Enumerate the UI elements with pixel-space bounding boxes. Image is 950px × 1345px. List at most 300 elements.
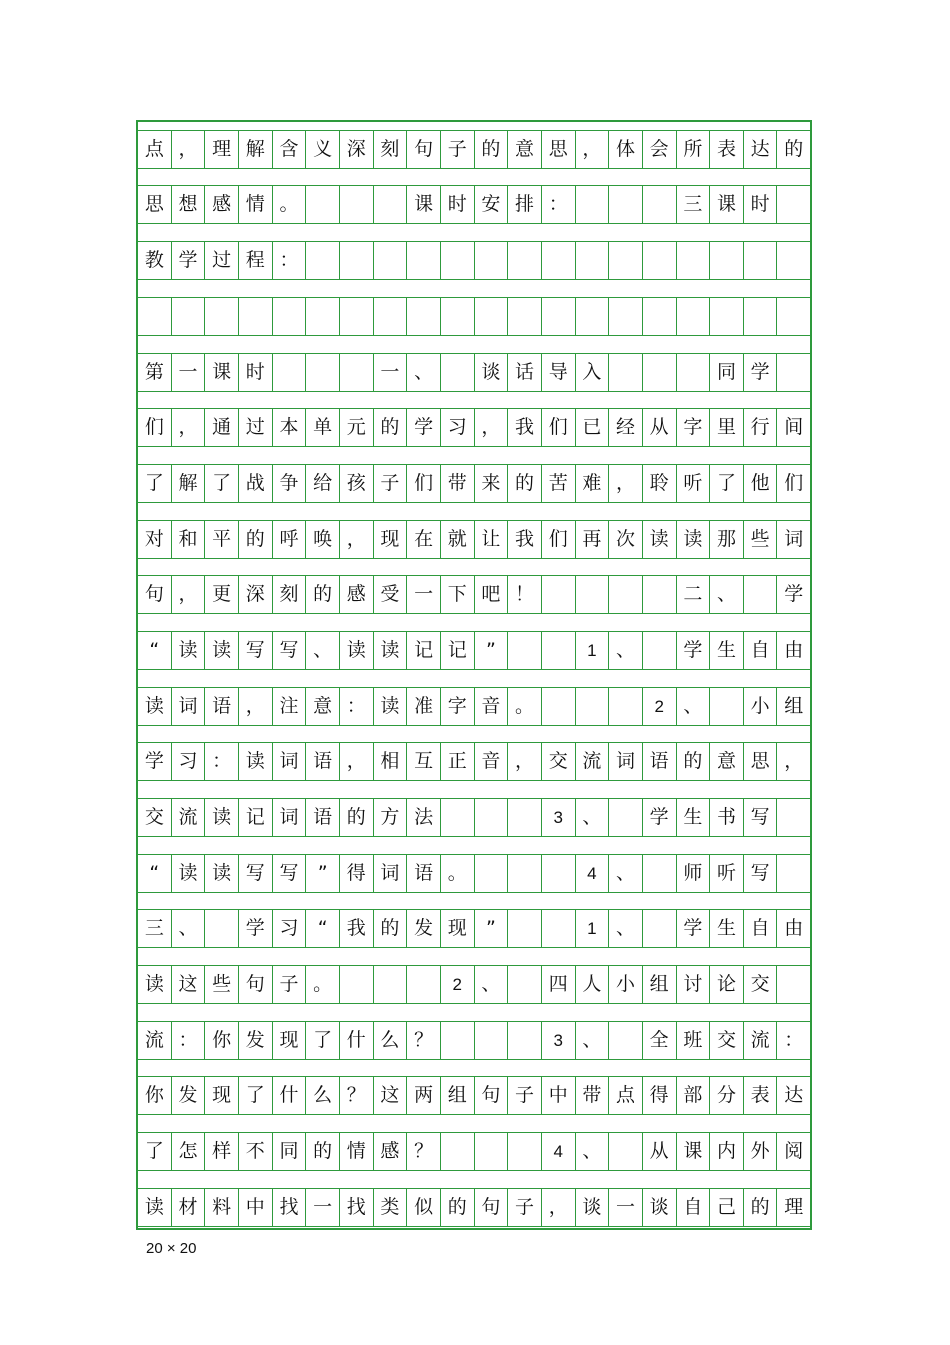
grid-cell: 带 xyxy=(440,465,474,502)
grid-cell: 习 xyxy=(272,910,306,947)
grid-cell: 通 xyxy=(204,409,238,446)
grid-cell: 、 xyxy=(406,354,440,391)
grid-cell: ： xyxy=(339,688,373,725)
grid-row xyxy=(138,631,810,670)
grid-cell: ， xyxy=(474,409,508,446)
grid-cell: 词 xyxy=(776,521,810,558)
grid-row xyxy=(138,798,810,837)
grid-cell xyxy=(608,354,642,391)
grid-cell xyxy=(138,298,171,335)
grid-cell: ” xyxy=(305,855,339,892)
grid-cell xyxy=(339,354,373,391)
grid-cell: 们 xyxy=(541,409,575,446)
grid-cell: 点 xyxy=(608,1077,642,1114)
grid-cell: 语 xyxy=(406,855,440,892)
grid-cell: 来 xyxy=(474,465,508,502)
grid-cell: 1 xyxy=(575,910,609,947)
grid-cell: 读 xyxy=(171,632,205,669)
grid-cell: ” xyxy=(474,910,508,947)
grid-cell: 句 xyxy=(406,131,440,168)
grid-cell xyxy=(272,354,306,391)
grid-cell xyxy=(305,186,339,223)
grid-cell: ， xyxy=(171,131,205,168)
grid-cell: 吧 xyxy=(474,576,508,613)
grid-cell xyxy=(776,799,810,836)
grid-cell xyxy=(608,186,642,223)
grid-cell: 思 xyxy=(144,193,164,215)
grid-cell: 过 xyxy=(238,409,272,446)
grid-cell: 词 xyxy=(608,743,642,780)
grid-cell: 更 xyxy=(204,576,238,613)
grid-cell: 解 xyxy=(238,131,272,168)
grid-cell xyxy=(339,242,373,279)
grid-cell: 学 xyxy=(238,910,272,947)
grid-cell: 写 xyxy=(272,855,306,892)
grid-cell: 音 xyxy=(474,688,508,725)
grid-cell: 思 xyxy=(541,131,575,168)
grid-cell: 过 xyxy=(204,242,238,279)
grid-cell: 2 xyxy=(440,966,474,1003)
grid-cell: 记 xyxy=(440,632,474,669)
grid-cell: 给 xyxy=(305,465,339,502)
grid-cell: 互 xyxy=(406,743,440,780)
grid-cell: 点 xyxy=(144,138,164,160)
grid-cell: 现 xyxy=(204,1077,238,1114)
grid-cell xyxy=(474,799,508,836)
grid-cell: 相 xyxy=(373,743,407,780)
grid-cell: 体 xyxy=(608,131,642,168)
grid-cell xyxy=(608,1022,642,1059)
grid-cell: 句 xyxy=(238,966,272,1003)
grid-cell: 已 xyxy=(575,409,609,446)
grid-cell: 习 xyxy=(440,409,474,446)
grid-cell: 读 xyxy=(204,855,238,892)
grid-cell: 3 xyxy=(541,1022,575,1059)
grid-cell: 流 xyxy=(743,1022,777,1059)
grid-cell: 交 xyxy=(709,1022,743,1059)
grid-cell xyxy=(608,576,642,613)
grid-cell: 子 xyxy=(272,966,306,1003)
grid-cell: 课 xyxy=(406,186,440,223)
grid-cell: 读 xyxy=(171,855,205,892)
grid-cell: 流 xyxy=(575,743,609,780)
grid-cell: 找 xyxy=(339,1189,373,1226)
grid-cell: 的 xyxy=(305,1133,339,1170)
grid-cell: ， xyxy=(238,688,272,725)
grid-cell: 课 xyxy=(709,186,743,223)
grid-cell xyxy=(171,298,205,335)
grid-cell: 学 xyxy=(743,354,777,391)
grid-cell: ， xyxy=(507,743,541,780)
grid-cell: 你 xyxy=(204,1022,238,1059)
grid-cell xyxy=(204,910,238,947)
grid-cell xyxy=(474,1133,508,1170)
grid-cell: 分 xyxy=(709,1077,743,1114)
grid-cell: 句 xyxy=(474,1189,508,1226)
grid-cell: 生 xyxy=(709,632,743,669)
grid-cell: 们 xyxy=(776,465,810,502)
grid-cell: 话 xyxy=(507,354,541,391)
grid-cell: 的 xyxy=(373,910,407,947)
grid-cell: 自 xyxy=(676,1189,710,1226)
grid-cell xyxy=(743,576,777,613)
grid-cell: 我 xyxy=(339,910,373,947)
grid-cell xyxy=(541,298,575,335)
grid-cell: 从 xyxy=(642,1133,676,1170)
grid-cell: 发 xyxy=(171,1077,205,1114)
grid-cell xyxy=(608,242,642,279)
grid-cell xyxy=(642,186,676,223)
grid-cell: 感 xyxy=(373,1133,407,1170)
grid-cell: 1 xyxy=(575,632,609,669)
grid-cell xyxy=(440,354,474,391)
grid-cell xyxy=(743,298,777,335)
grid-cell: 安 xyxy=(474,186,508,223)
grid-cell: 了 xyxy=(204,465,238,502)
grid-cell: 词 xyxy=(171,688,205,725)
grid-cell xyxy=(373,186,407,223)
grid-cell xyxy=(608,1133,642,1170)
grid-cell: 让 xyxy=(474,521,508,558)
grid-cell: 程 xyxy=(238,242,272,279)
grid-cell: 什 xyxy=(272,1077,306,1114)
grid-cell: 排 xyxy=(507,186,541,223)
grid-cell: 、 xyxy=(305,632,339,669)
grid-cell: 3 xyxy=(541,799,575,836)
grid-cell: 找 xyxy=(272,1189,306,1226)
grid-cell: ？ xyxy=(406,1022,440,1059)
grid-cell: 、 xyxy=(575,799,609,836)
grid-cell: 课 xyxy=(676,1133,710,1170)
grid-cell: 讨 xyxy=(676,966,710,1003)
grid-cell: 习 xyxy=(171,743,205,780)
grid-cell: 自 xyxy=(743,632,777,669)
grid-row xyxy=(138,353,810,392)
grid-row xyxy=(138,297,810,336)
grid-cell: 苦 xyxy=(541,465,575,502)
grid-cell: 他 xyxy=(743,465,777,502)
grid-cell: 现 xyxy=(440,910,474,947)
grid-cell: ” xyxy=(474,632,508,669)
grid-row xyxy=(138,185,810,224)
grid-cell xyxy=(608,799,642,836)
grid-row xyxy=(138,520,810,559)
grid-cell: 的 xyxy=(507,465,541,502)
grid-cell: 读 xyxy=(204,632,238,669)
grid-cell: 法 xyxy=(406,799,440,836)
grid-cell: 学 xyxy=(776,576,810,613)
grid-cell: 内 xyxy=(709,1133,743,1170)
grid-row xyxy=(138,408,810,447)
grid-cell: 和 xyxy=(171,521,205,558)
grid-cell: 时 xyxy=(743,186,777,223)
grid-cell: 意 xyxy=(507,131,541,168)
grid-cell xyxy=(541,855,575,892)
grid-cell xyxy=(507,966,541,1003)
grid-cell xyxy=(507,1022,541,1059)
grid-cell xyxy=(507,1133,541,1170)
grid-cell: 类 xyxy=(373,1189,407,1226)
grid-cell: 学 xyxy=(406,409,440,446)
grid-cell xyxy=(474,242,508,279)
grid-cell: 读 xyxy=(339,632,373,669)
grid-cell: 4 xyxy=(541,1133,575,1170)
grid-cell: 感 xyxy=(339,576,373,613)
grid-cell: 难 xyxy=(575,465,609,502)
grid-cell xyxy=(642,298,676,335)
grid-cell: 唤 xyxy=(305,521,339,558)
grid-cell: ， xyxy=(171,576,205,613)
grid-cell: 记 xyxy=(406,632,440,669)
grid-cell xyxy=(575,186,609,223)
grid-cell xyxy=(507,855,541,892)
grid-cell: ， xyxy=(171,409,205,446)
grid-cell: 在 xyxy=(406,521,440,558)
grid-cell: 得 xyxy=(642,1077,676,1114)
grid-cell: 人 xyxy=(575,966,609,1003)
grid-cell: 一 xyxy=(406,576,440,613)
grid-cell: 词 xyxy=(373,855,407,892)
grid-cell: 小 xyxy=(743,688,777,725)
grid-cell: 四 xyxy=(541,966,575,1003)
grid-cell xyxy=(305,354,339,391)
grid-cell: 课 xyxy=(204,354,238,391)
grid-cell xyxy=(709,688,743,725)
grid-cell xyxy=(339,966,373,1003)
grid-cell xyxy=(608,298,642,335)
grid-cell xyxy=(305,298,339,335)
grid-cell: 4 xyxy=(575,855,609,892)
grid-cell: 那 xyxy=(709,521,743,558)
grid-cell xyxy=(776,354,810,391)
grid-row xyxy=(138,241,810,280)
grid-row xyxy=(138,854,810,893)
grid-cell: 导 xyxy=(541,354,575,391)
grid-cell: 读 xyxy=(144,1196,164,1218)
grid-cell: ： xyxy=(541,186,575,223)
grid-cell: 我 xyxy=(507,521,541,558)
grid-cell: 写 xyxy=(743,799,777,836)
grid-cell xyxy=(642,855,676,892)
grid-cell: 的 xyxy=(743,1189,777,1226)
grid-cell: 达 xyxy=(743,131,777,168)
grid-cell: 情 xyxy=(238,186,272,223)
grid-cell: 战 xyxy=(238,465,272,502)
grid-cell xyxy=(575,576,609,613)
grid-cell: 一 xyxy=(608,1189,642,1226)
grid-cell: 带 xyxy=(575,1077,609,1114)
grid-cell: 的 xyxy=(776,131,810,168)
grid-row xyxy=(138,1021,810,1060)
grid-cell: 由 xyxy=(776,910,810,947)
grid-cell: 读 xyxy=(144,973,164,995)
grid-cell: 你 xyxy=(144,1084,164,1106)
grid-cell: 词 xyxy=(272,799,306,836)
grid-cell: 我 xyxy=(507,409,541,446)
grid-row xyxy=(138,1188,810,1227)
grid-cell: 材 xyxy=(171,1189,205,1226)
grid-cell: 、 xyxy=(575,1133,609,1170)
grid-cell: 表 xyxy=(709,131,743,168)
grid-cell: 子 xyxy=(373,465,407,502)
grid-cell: 准 xyxy=(406,688,440,725)
grid-cell xyxy=(474,855,508,892)
grid-cell: 了 xyxy=(144,472,164,494)
grid-cell: 子 xyxy=(507,1077,541,1114)
grid-cell: 字 xyxy=(440,688,474,725)
grid-cell: ， xyxy=(541,1189,575,1226)
grid-cell: 流 xyxy=(144,1029,164,1051)
grid-cell: 料 xyxy=(204,1189,238,1226)
grid-cell: 一 xyxy=(305,1189,339,1226)
grid-cell: 的 xyxy=(305,576,339,613)
grid-cell: 中 xyxy=(238,1189,272,1226)
grid-cell: 三 xyxy=(676,186,710,223)
grid-cell: 听 xyxy=(676,465,710,502)
grid-cell: 现 xyxy=(272,1022,306,1059)
grid-cell xyxy=(541,632,575,669)
grid-cell: 中 xyxy=(541,1077,575,1114)
grid-cell: 2 xyxy=(642,688,676,725)
grid-cell xyxy=(608,688,642,725)
grid-cell: 现 xyxy=(373,521,407,558)
grid-cell xyxy=(373,298,407,335)
grid-row xyxy=(138,909,810,948)
grid-cell: 感 xyxy=(204,186,238,223)
grid-cell: 。 xyxy=(305,966,339,1003)
grid-cell: 理 xyxy=(776,1189,810,1226)
grid-cell xyxy=(642,576,676,613)
grid-cell: 们 xyxy=(406,465,440,502)
grid-cell: 的 xyxy=(373,409,407,446)
grid-cell xyxy=(642,354,676,391)
grid-cell: ？ xyxy=(339,1077,373,1114)
grid-cell xyxy=(507,298,541,335)
grid-cell: 刻 xyxy=(272,576,306,613)
grid-cell: 情 xyxy=(339,1133,373,1170)
grid-cell: 这 xyxy=(171,966,205,1003)
grid-cell: 部 xyxy=(676,1077,710,1114)
grid-cell: 们 xyxy=(541,521,575,558)
grid-cell: 、 xyxy=(676,688,710,725)
grid-cell: 里 xyxy=(709,409,743,446)
grid-cell: 些 xyxy=(743,521,777,558)
grid-cell xyxy=(440,1133,474,1170)
grid-cell: 次 xyxy=(608,521,642,558)
grid-cell xyxy=(776,966,810,1003)
grid-cell: 似 xyxy=(406,1189,440,1226)
grid-cell xyxy=(676,298,710,335)
grid-cell: 发 xyxy=(238,1022,272,1059)
grid-cell: “ xyxy=(149,639,160,661)
grid-cell xyxy=(238,298,272,335)
grid-cell: 小 xyxy=(608,966,642,1003)
grid-cell: 语 xyxy=(642,743,676,780)
grid-cell: ， xyxy=(608,465,642,502)
grid-cell xyxy=(507,910,541,947)
grid-cell: 谈 xyxy=(474,354,508,391)
grid-cell: 、 xyxy=(474,966,508,1003)
grid-cell: ， xyxy=(776,743,810,780)
grid-cell: 生 xyxy=(676,799,710,836)
grid-cell: 读 xyxy=(204,799,238,836)
grid-cell xyxy=(541,576,575,613)
grid-cell xyxy=(575,688,609,725)
grid-cell xyxy=(406,966,440,1003)
grid-cell: 读 xyxy=(642,521,676,558)
grid-cell: 交 xyxy=(144,806,164,828)
grid-cell: 所 xyxy=(676,131,710,168)
grid-cell: 听 xyxy=(709,855,743,892)
grid-cell xyxy=(709,242,743,279)
grid-cell: 解 xyxy=(171,465,205,502)
grid-cell: 样 xyxy=(204,1133,238,1170)
grid-cell: 呼 xyxy=(272,521,306,558)
grid-cell: 句 xyxy=(474,1077,508,1114)
grid-cell xyxy=(743,242,777,279)
grid-cell: 、 xyxy=(608,910,642,947)
grid-row xyxy=(138,130,810,169)
grid-cell: 达 xyxy=(776,1077,810,1114)
grid-cell: 得 xyxy=(339,855,373,892)
grid-cell: 语 xyxy=(204,688,238,725)
grid-cell: 刻 xyxy=(373,131,407,168)
grid-cell: 了 xyxy=(305,1022,339,1059)
grid-row xyxy=(138,965,810,1004)
grid-cell xyxy=(507,242,541,279)
grid-cell: 。 xyxy=(507,688,541,725)
grid-cell xyxy=(507,799,541,836)
grid-cell: ： xyxy=(776,1022,810,1059)
grid-cell: 深 xyxy=(339,131,373,168)
grid-cell: 组 xyxy=(642,966,676,1003)
grid-cell: 教 xyxy=(144,249,164,271)
grid-cell: 论 xyxy=(709,966,743,1003)
grid-cell: 表 xyxy=(743,1077,777,1114)
grid-row xyxy=(138,1076,810,1115)
grid-cell: 的 xyxy=(339,799,373,836)
grid-cell: 义 xyxy=(305,131,339,168)
grid-cell: 对 xyxy=(144,528,164,550)
grid-cell xyxy=(440,1022,474,1059)
grid-cell: ， xyxy=(575,131,609,168)
grid-cell: 外 xyxy=(743,1133,777,1170)
grid-cell: 师 xyxy=(676,855,710,892)
grid-cell xyxy=(440,799,474,836)
grid-cell: ： xyxy=(171,1022,205,1059)
grid-cell: “ xyxy=(149,862,160,884)
grid-cell: 写 xyxy=(743,855,777,892)
grid-size-label: 20 × 20 xyxy=(146,1240,197,1257)
grid-cell: ： xyxy=(204,743,238,780)
grid-cell: 行 xyxy=(743,409,777,446)
grid-cell xyxy=(440,242,474,279)
grid-cell: 入 xyxy=(575,354,609,391)
grid-cell: 再 xyxy=(575,521,609,558)
grid-cell: 阅 xyxy=(776,1133,810,1170)
grid-cell: 交 xyxy=(541,743,575,780)
grid-cell: ， xyxy=(339,743,373,780)
grid-cell: 同 xyxy=(709,354,743,391)
manuscript-grid-sheet xyxy=(136,120,812,1230)
grid-cell: 子 xyxy=(507,1189,541,1226)
grid-cell xyxy=(339,298,373,335)
grid-cell: 同 xyxy=(272,1133,306,1170)
grid-cell: 这 xyxy=(373,1077,407,1114)
grid-cell: 读 xyxy=(238,743,272,780)
grid-cell xyxy=(440,298,474,335)
grid-cell: 了 xyxy=(144,1140,164,1162)
